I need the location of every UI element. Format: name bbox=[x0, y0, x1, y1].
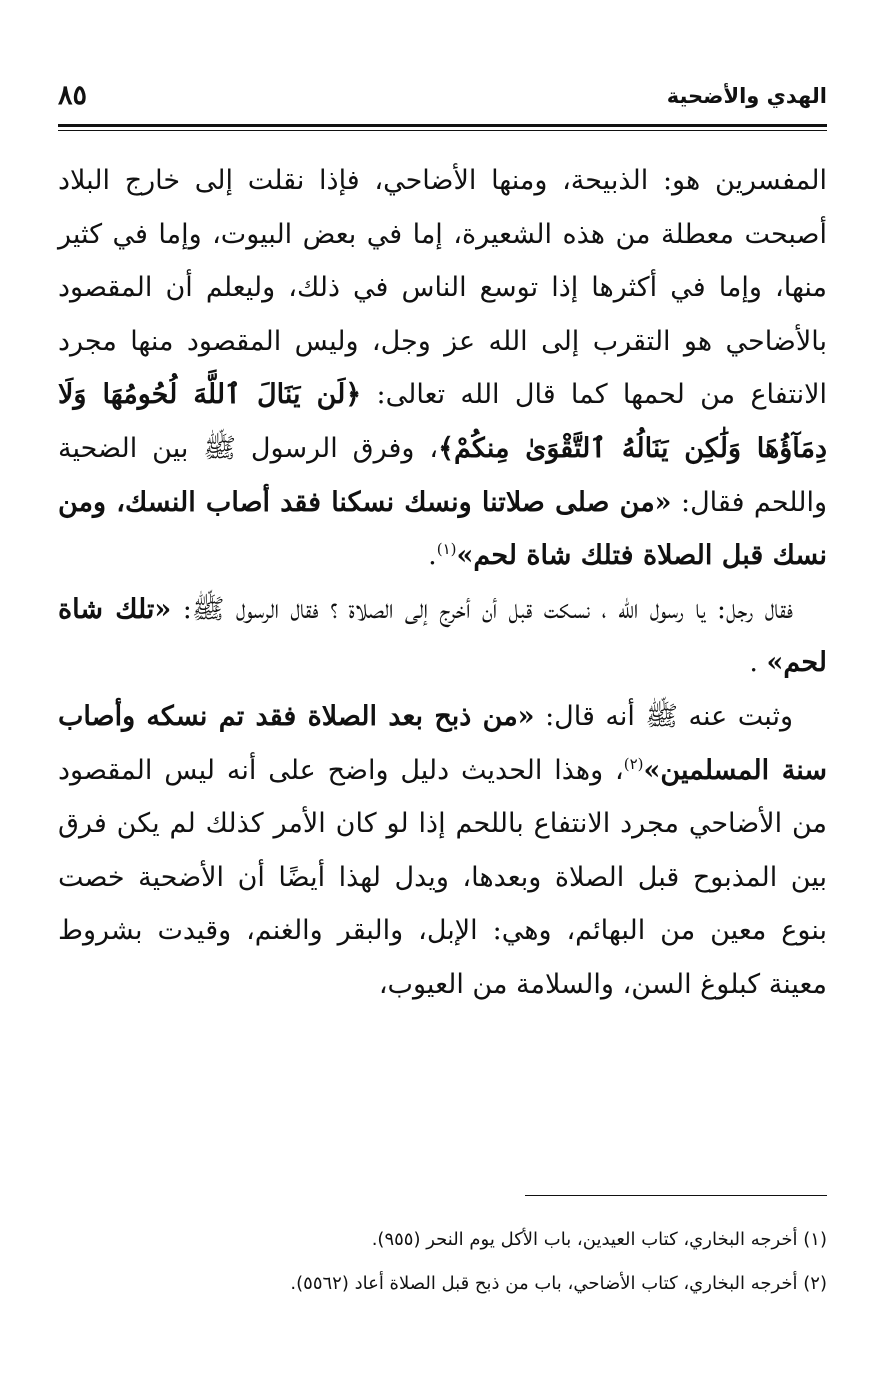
paragraph-1-end: . bbox=[428, 540, 437, 572]
paragraph-1-text-b: ، وفرق الرسول ﷺ بين الضحية واللحم فقال: bbox=[58, 432, 827, 518]
quran-verse: ﴿لَن يَنَالَ ٱللَّهَ لُحُومُهَا وَلَا دِمَآؤُهَا وَلَٰكِن يَنَالُهُ ٱلتَّقْوَىٰ مِنكُمْ﴾ bbox=[58, 379, 827, 464]
page-number: ٨٥ bbox=[58, 80, 88, 111]
hadith-quote-3: «من ذبح بعد الصلاة فقد تم نسكه وأصاب سنة المسلمين» bbox=[58, 700, 827, 786]
main-text bbox=[58, 154, 827, 1012]
paragraph-3-text-b: ، وهذا الحديث دليل واضح على أنه ليس المقصود من الأضاحي مجرد الانتفاع باللحم إذا لو كان الأمر كذلك لم يكن فرق بين المذبوح قبل الصلاة وبعدها، ويدل لهذا أيضًا أن الأضحية خصت بنوع معين من البهائم، وهي: الإبل، والبقر والغنم، وقيدت بشروط معينة كبلوغ السن، والسلامة من العيوب، bbox=[58, 754, 827, 1000]
paragraph-1 bbox=[58, 154, 827, 583]
paragraph-3 bbox=[58, 690, 827, 1012]
paragraph-2 bbox=[58, 583, 827, 690]
paragraph-1-text-a: المفسرين هو: الذبيحة، ومنها الأضاحي، فإذا نقلت إلى خارج البلاد أصبحت معطلة من هذه الشعيرة، إما في بعض البيوت، وإما في كثير منها، وإما في أكثرها إذا توسع الناس في ذلك، وليعلم أن المقصود بالأضاحي هو التقرب إلى الله عز وجل، وليس المقصود منها مجرد الانتفاع من لحمها كما قال الله تعالى: bbox=[58, 165, 828, 411]
footnote-ref-2[interactable]: (٢) bbox=[623, 754, 644, 773]
running-header bbox=[58, 78, 827, 126]
hadith-quote-1: «من صلى صلاتنا ونسك نسكنا فقد أصاب النسك، ومن نسك قبل الصلاة فتلك شاة لحم» bbox=[58, 486, 827, 572]
paragraph-2-text-a: فقال رجل: يا رسول الله ، نسكت قبل أن أخرج إلى الصلاة ؟ فقال الرسول ﷺ: bbox=[171, 593, 793, 625]
hadith-quote-2: «تلك شاة لحم» bbox=[58, 593, 827, 679]
footnote-separator bbox=[525, 1195, 827, 1196]
paragraph-2-end: . bbox=[749, 647, 767, 679]
header-rule-thick bbox=[58, 124, 827, 127]
paragraph-3-text-a: وثبت عنه ﷺ أنه قال: bbox=[534, 700, 793, 732]
running-header-title: الهدي والأضحية bbox=[666, 84, 827, 108]
footnote-2: (٢) أخرجه البخاري، كتاب الأضاحي، باب من ذبح قبل الصلاة أعاد (٥٥٦٢). bbox=[290, 1273, 827, 1294]
footnotes bbox=[58, 1218, 827, 1306]
footnote-ref-1[interactable]: (١) bbox=[436, 540, 457, 559]
footnote-1: (١) أخرجه البخاري، كتاب العيدين، باب الأكل يوم النحر (٩٥٥). bbox=[371, 1229, 827, 1250]
header-rule-thin bbox=[58, 130, 827, 131]
